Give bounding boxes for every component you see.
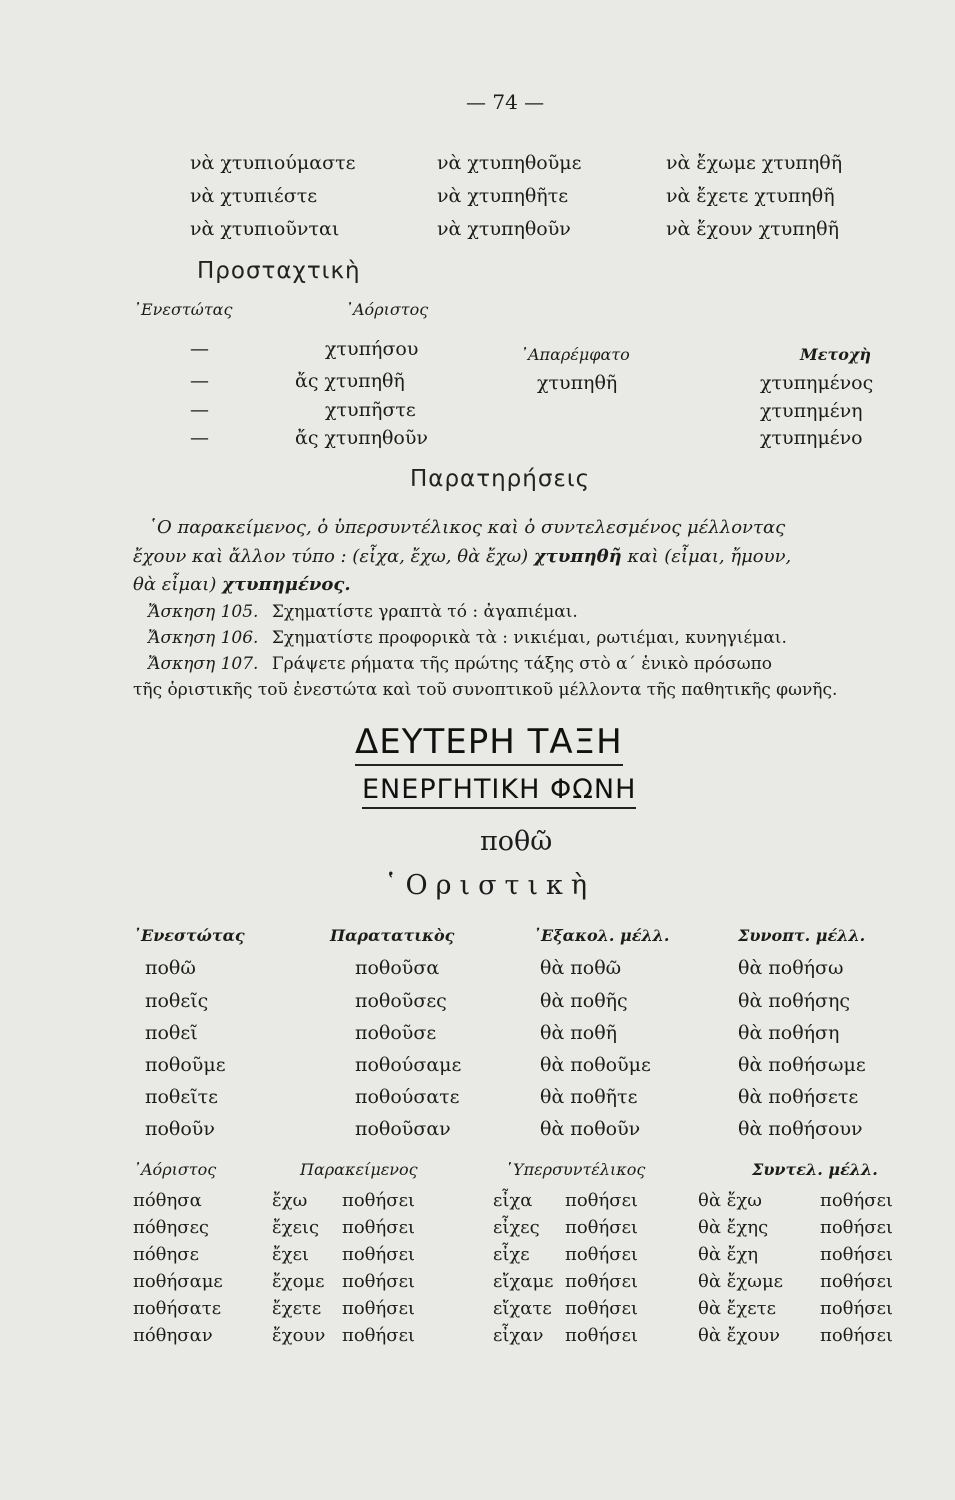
table2-cell: πόθησα bbox=[133, 1190, 202, 1211]
participle-form: χτυπημένο bbox=[760, 427, 863, 449]
table1-cell: ποθούσαμε bbox=[355, 1054, 462, 1076]
exercise-text: Σχηματίστε προφορικὰ τὰ : νικιέμαι, ρωτιέμαι, κυνηγιέμαι. bbox=[271, 628, 787, 648]
observation-text: καὶ (εἶμαι, ἤμουν, bbox=[627, 546, 792, 567]
table1-cell: θὰ ποθῆ bbox=[540, 1022, 618, 1044]
table2-cell: ποθήσει bbox=[342, 1244, 415, 1265]
table1-cell: ποθεῖς bbox=[145, 990, 209, 1012]
observation-line bbox=[133, 546, 791, 567]
subj-cell: νὰ ἔχετε χτυπηθῆ bbox=[666, 185, 835, 207]
table1-header: ᾿Εξακολ. μέλλ. bbox=[533, 926, 670, 945]
subj-cell: νὰ χτυπηθοῦμε bbox=[437, 152, 582, 174]
table2-cell: εἶχαν bbox=[493, 1325, 544, 1346]
table2-cell: θὰ ἔχετε bbox=[698, 1298, 776, 1319]
table2-cell: ποθήσει bbox=[565, 1217, 638, 1238]
exercise-label: Ἄσκηση 105. bbox=[148, 602, 259, 622]
table2-cell: ἔχει bbox=[272, 1244, 309, 1265]
exercise-label: Ἄσκηση 107. bbox=[148, 654, 259, 674]
table1-cell: θὰ ποθήσετε bbox=[738, 1086, 859, 1108]
table1-cell: θὰ ποθήσω bbox=[738, 957, 844, 979]
subj-cell: νὰ χτυπιούμαστε bbox=[190, 152, 356, 174]
table1-cell: ποθοῦσες bbox=[355, 990, 447, 1012]
table2-cell: ποθήσει bbox=[820, 1190, 893, 1211]
table2-cell: θὰ ἔχωμε bbox=[698, 1271, 783, 1292]
observations-heading: Παρατηρήσεις bbox=[410, 466, 591, 492]
imperative-heading: Προσταχτικὴ bbox=[197, 258, 361, 284]
table2-cell: εἴχατε bbox=[493, 1298, 552, 1319]
table2-cell: ποθήσει bbox=[565, 1298, 638, 1319]
exercise-107 bbox=[148, 654, 772, 674]
infinitive-label: ᾿Απαρέμφατο bbox=[520, 345, 630, 364]
table2-cell: πόθησε bbox=[133, 1244, 199, 1265]
observation-line: ῾Ο παρακείμενος, ὁ ὑπερσυντέλικος καὶ ὁ συντελεσμένος μέλλοντας bbox=[148, 517, 786, 538]
table1-cell: θὰ ποθήσουν bbox=[738, 1118, 863, 1140]
table1-cell: ποθοῦσαν bbox=[355, 1118, 451, 1140]
table2-cell: ποθήσει bbox=[342, 1217, 415, 1238]
infinitive-form: χτυπηθῆ bbox=[537, 372, 618, 394]
subj-cell: νὰ χτυπιέστε bbox=[190, 185, 318, 207]
imperative-form: χτυπήσου bbox=[325, 338, 419, 360]
dash: — bbox=[190, 399, 209, 421]
table2-cell: ποθήσει bbox=[820, 1244, 893, 1265]
table1-cell: θὰ ποθοῦν bbox=[540, 1118, 641, 1140]
verb-title: ποθῶ bbox=[480, 826, 553, 857]
table2-cell: ποθήσατε bbox=[133, 1298, 222, 1319]
table2-cell: εἶχες bbox=[493, 1217, 540, 1238]
table1-cell: θὰ ποθῶ bbox=[540, 957, 622, 979]
table2-cell: θὰ ἔχη bbox=[698, 1244, 759, 1265]
table1-cell: ποθοῦμε bbox=[145, 1054, 226, 1076]
table2-cell: ἔχεις bbox=[272, 1217, 320, 1238]
table1-cell: ποθοῦσα bbox=[355, 957, 440, 979]
table2-cell: ποθήσει bbox=[565, 1244, 638, 1265]
table2-header: Συντελ. μέλλ. bbox=[752, 1160, 878, 1179]
imperative-form: ἄς χτυπηθῆ bbox=[295, 370, 405, 392]
page-number: — 74 — bbox=[466, 90, 545, 114]
table1-cell: θὰ ποθήσης bbox=[738, 990, 851, 1012]
table2-cell: πόθησες bbox=[133, 1217, 209, 1238]
dash: — bbox=[190, 427, 209, 449]
table1-header: Παρατατικὸς bbox=[330, 926, 455, 945]
observation-bold: χτυπηθῆ bbox=[533, 546, 622, 567]
table1-cell: θὰ ποθοῦμε bbox=[540, 1054, 651, 1076]
table1-cell: ποθῶ bbox=[145, 957, 196, 979]
mood-title: ῾Οριστικὴ bbox=[384, 870, 596, 901]
exercise-105 bbox=[148, 602, 578, 622]
table2-cell: ποθήσει bbox=[342, 1325, 415, 1346]
table2-cell: ἔχετε bbox=[272, 1298, 322, 1319]
table2-cell: ποθήσει bbox=[342, 1190, 415, 1211]
observation-line bbox=[133, 574, 351, 595]
exercise-label: Ἄσκηση 106. bbox=[148, 628, 259, 648]
table1-cell: ποθούσατε bbox=[355, 1086, 460, 1108]
table1-cell: θὰ ποθῆτε bbox=[540, 1086, 638, 1108]
table1-cell: ποθοῦν bbox=[145, 1118, 215, 1140]
imperative-form: χτυπῆστε bbox=[325, 399, 416, 421]
participle-form: χτυπημένη bbox=[760, 400, 863, 422]
table2-cell: εἴχαμε bbox=[493, 1271, 554, 1292]
table2-cell: ποθήσει bbox=[820, 1325, 893, 1346]
observation-text: ἔχουν καὶ ἄλλον τύπο : (εἶχα, ἔχω, θὰ ἔχω) bbox=[133, 546, 529, 567]
table2-header: ῾Υπερσυντέλικος bbox=[505, 1160, 646, 1179]
exercise-text: Γράψετε ρήματα τῆς πρώτης τάξης στὸ α΄ ἑνικὸ πρόσωπο bbox=[271, 654, 773, 674]
table1-header: Συνοπτ. μέλλ. bbox=[738, 926, 866, 945]
table2-cell: ποθήσει bbox=[565, 1271, 638, 1292]
table2-cell: πόθησαν bbox=[133, 1325, 213, 1346]
exercise-107-continued: τῆς ὁριστικῆς τοῦ ἐνεστώτα καὶ τοῦ συνοπτικοῦ μέλλοντα τῆς παθητικῆς φωνῆς. bbox=[133, 680, 838, 700]
table1-cell: ποθοῦσε bbox=[355, 1022, 437, 1044]
subj-cell: νὰ χτυπηθοῦν bbox=[437, 218, 571, 240]
subj-cell: νὰ χτυπιοῦνται bbox=[190, 218, 340, 240]
subj-cell: νὰ χτυπηθῆτε bbox=[437, 185, 569, 207]
exercise-text: Σχηματίστε γραπτὰ τό : ἀγαπιέμαι. bbox=[271, 602, 578, 622]
participle-label: Μετοχὴ bbox=[800, 345, 872, 364]
subj-cell: νὰ ἔχουν χτυπηθῆ bbox=[666, 218, 839, 240]
table2-cell: εἶχε bbox=[493, 1244, 530, 1265]
table2-cell: ποθήσει bbox=[342, 1271, 415, 1292]
table2-header: Παρακείμενος bbox=[300, 1160, 418, 1179]
table2-header: ᾿Αόριστος bbox=[133, 1160, 217, 1179]
table2-cell: ποθήσει bbox=[565, 1325, 638, 1346]
dash: — bbox=[190, 370, 209, 392]
table2-cell: ἔχομε bbox=[272, 1271, 325, 1292]
table2-cell: θὰ ἔχουν bbox=[698, 1325, 781, 1346]
voice-title: ΕΝΕΡΓΗΤΙΚΗ ΦΩΝΗ bbox=[362, 774, 636, 809]
table2-cell: ποθήσει bbox=[565, 1190, 638, 1211]
observation-text: θὰ εἶμαι) bbox=[133, 574, 217, 595]
dash: — bbox=[190, 338, 209, 360]
table1-cell: θὰ ποθῆς bbox=[540, 990, 628, 1012]
table1-cell: ποθεῖτε bbox=[145, 1086, 219, 1108]
table2-cell: ἔχω bbox=[272, 1190, 308, 1211]
table2-cell: ποθήσαμε bbox=[133, 1271, 223, 1292]
table1-cell: ποθεῖ bbox=[145, 1022, 198, 1044]
table2-cell: ποθήσει bbox=[820, 1271, 893, 1292]
table2-cell: ποθήσει bbox=[342, 1298, 415, 1319]
participle-form: χτυπημένος bbox=[760, 372, 874, 394]
exercise-106 bbox=[148, 628, 787, 648]
table1-cell: θὰ ποθήση bbox=[738, 1022, 840, 1044]
table2-cell: ποθήσει bbox=[820, 1217, 893, 1238]
section-title: ΔΕΥΤΕΡΗ ΤΑΞΗ bbox=[355, 722, 623, 766]
table1-header: ᾿Ενεστώτας bbox=[133, 926, 245, 945]
observation-bold: χτυπημένος. bbox=[222, 574, 351, 595]
table2-cell: ἔχουν bbox=[272, 1325, 326, 1346]
table2-cell: εἶχα bbox=[493, 1190, 533, 1211]
subj-cell: νὰ ἔχωμε χτυπηθῆ bbox=[666, 152, 843, 174]
present-label: ᾿Ενεστώτας bbox=[133, 300, 233, 319]
imperative-form: ἄς χτυπηθοῦν bbox=[295, 427, 428, 449]
table2-cell: θὰ ἔχης bbox=[698, 1217, 769, 1238]
table2-cell: θὰ ἔχω bbox=[698, 1190, 762, 1211]
aorist-label: ᾿Αόριστος bbox=[345, 300, 429, 319]
table2-cell: ποθήσει bbox=[820, 1298, 893, 1319]
table1-cell: θὰ ποθήσωμε bbox=[738, 1054, 866, 1076]
